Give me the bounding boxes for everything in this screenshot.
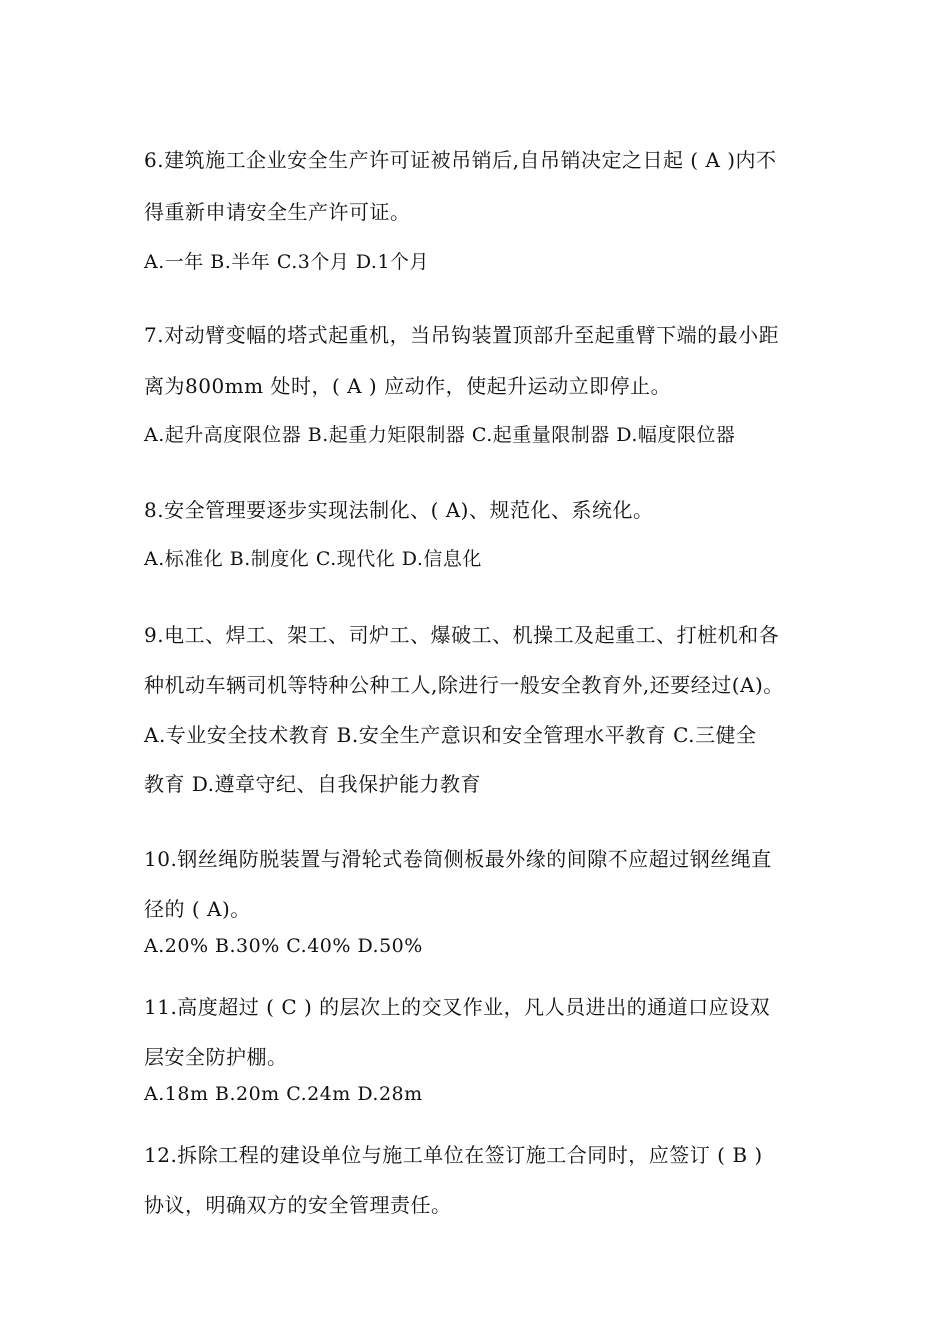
question-10-stem-line-2: 径的 ( A)。: [144, 897, 251, 921]
question-12-stem-line-2: 协议，明确双方的安全管理责任。: [144, 1193, 452, 1217]
question-9-stem-line-1: 9.电工、焊工、架工、司炉工、爆破工、机操工及起重工、打桩机和各: [144, 623, 780, 647]
question-7-options: A.起升高度限位器 B.起重力矩限制器 C.起重量限制器 D.幅度限位器: [144, 424, 736, 446]
question-6-stem-line-1: 6.建筑施工企业安全生产许可证被吊销后,自吊销决定之日起 ( A )内不: [144, 148, 777, 172]
question-9-options-line-1: A.专业安全技术教育 B.安全生产意识和安全管理水平教育 C.三健全: [144, 723, 757, 747]
question-11-stem-line-2: 层安全防护棚。: [144, 1045, 288, 1069]
question-6-stem-line-2: 得重新申请安全生产许可证。: [144, 200, 411, 224]
question-8-options: A.标准化 B.制度化 C.现代化 D.信息化: [144, 548, 482, 570]
question-12-stem-line-1: 12.拆除工程的建设单位与施工单位在签订施工合同时，应签订 ( B ): [144, 1143, 763, 1167]
question-10-options: A.20% B.30% C.40% D.50%: [144, 935, 423, 957]
question-11-stem-line-1: 11.高度超过 ( C ) 的层次上的交叉作业，凡人员进出的通道口应设双: [144, 995, 771, 1019]
question-6-options: A.一年 B.半年 C.3个月 D.1个月: [144, 251, 430, 273]
question-9-stem-line-2: 种机动车辆司机等特种公种工人,除进行一般安全教育外,还要经过(A)。: [144, 673, 784, 697]
question-8-stem-line-1: 8.安全管理要逐步实现法制化、( A)、规范化、系统化。: [144, 498, 654, 522]
question-7-stem-line-1: 7.对动臂变幅的塔式起重机，当吊钩装置顶部升至起重臂下端的最小距: [144, 323, 780, 347]
question-11-options: A.18m B.20m C.24m D.28m: [144, 1083, 423, 1105]
question-9-options-line-2: 教育 D.遵章守纪、自我保护能力教育: [144, 772, 482, 796]
question-7-stem-line-2: 离为800mm 处时，( A ) 应动作，使起升运动立即停止。: [144, 374, 672, 398]
question-10-stem-line-1: 10.钢丝绳防脱装置与滑轮式卷筒侧板最外缘的间隙不应超过钢丝绳直: [144, 847, 772, 871]
